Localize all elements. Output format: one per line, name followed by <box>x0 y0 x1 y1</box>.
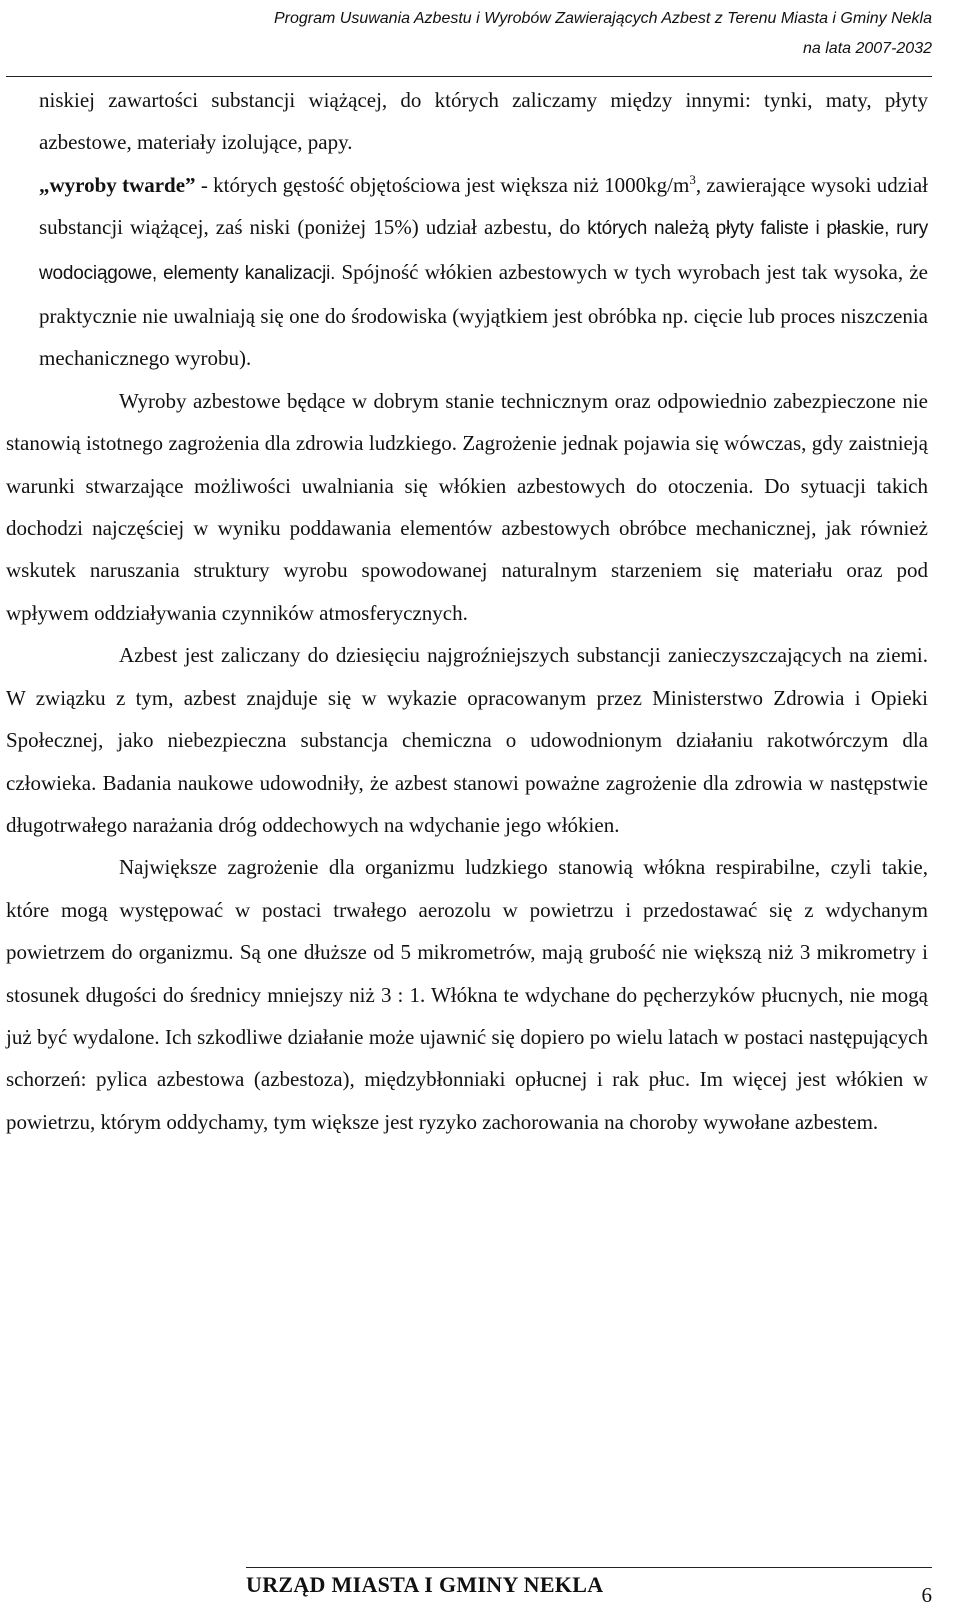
document-body <box>6 79 928 1143</box>
page-header <box>32 4 932 64</box>
header-program-title: Program Usuwania Azbestu i Wyrobów Zawierających Azbest z Terenu Miasta i Gminy Nekla <box>273 10 932 27</box>
paragraph-condition: Wyroby azbestowe będące w dobrym stanie technicznym oraz odpowiednio zabezpieczone nie stanowią istotnego zagrożenia dla zdrowia ludzkiego. Zagrożenie jednak pojawia się wówczas, gdy zaistnieją warunki stwarzające możliwości uwalniania się włókien azbestowych do otoczenia. Do sytuacji takich dochodzi najczęściej w wyniku poddawania elementów azbestowych obróbce mechanicznej, jak również wskutek naruszania struktury wyrobu spowodowanej naturalnym starzeniem się materiału oraz pod wpływem oddziaływania czynników atmosferycznych. <box>6 388 928 625</box>
term-hard-products: „wyroby twarde” <box>39 172 196 197</box>
paragraph-hard-products: „wyroby twarde” - których gęstość objętościowa jest większa niż $1000kg/m^3$, zawierające wysoki udział substancji wiążącej, zaś niski (poniżej 15%) udział azbestu, do których należą płyty faliste i płaskie, rury wodociągowe, elementy kanalizacji. Spójność włókien azbestowych w tych wyrobach jest tak wysoka, że praktycznie nie uwalniają się one do środowiska (wyjątkiem jest obróbka np. cięcie lub proces niszczenia mechanicznego wyrobu). <box>39 171 929 371</box>
paragraph-soft-products: niskiej zawartości substancji wiążącej, do których zaliczamy między innymi: tynki, maty, płyty azbestowe, materiały izolujące, papy. <box>39 88 928 155</box>
paragraph-fibres: Największe zagrożenie dla organizmu ludzkiego stanowią włókna respirabilne, czyli takie, które mogą występować w postaci trwałego aerozolu w powietrzu i przedostawać się z wdychanym powietrzem do organizmu. Są one dłuższe od 5 mikrometrów, mają grubość nie większą niż 3 mikrometry i stosunek długości do średnicy mniejszy niż 3 : 1. Włókna te wdychane do pęcherzyków płucnych, nie mogą już być wydalone. Ich szkodliwe działanie może ujawnić się dopiero po wielu latach w postaci następujących schorzeń: pylica azbestowa (azbestoza), międzybłonniaki opłucnej i rak płuc. Im więcej jest włókien w powietrzu, którym oddychamy, tym większe jest ryzyko zachorowania na choroby wywołane azbestem. <box>6 855 928 1134</box>
footer-office-name: URZĄD MIASTA I GMINY NEKLA <box>246 1572 604 1597</box>
header-divider <box>6 76 932 77</box>
paragraph-hazard: Azbest jest zaliczany do dziesięciu najgroźniejszych substancji zanieczyszczających na ziemi. W związku z tym, azbest znajduje się w wykazie opracowanym przez Ministerstwo Zdrowia i Opieki Społecznej, jako niebezpieczna substancja chemiczna o udowodnionym działaniu rakotwórczym dla człowieka. Badania naukowe udowodniły, że azbest stanowi poważne zagrożenie dla zdrowia w następstwie długotrwałego narażania dróg oddechowych na wdychanie jego włókien. <box>6 643 928 837</box>
header-years: na lata 2007-2032 <box>803 40 932 57</box>
superscript-exponent: 3 <box>689 171 696 187</box>
page-number: 6 <box>921 1583 932 1607</box>
